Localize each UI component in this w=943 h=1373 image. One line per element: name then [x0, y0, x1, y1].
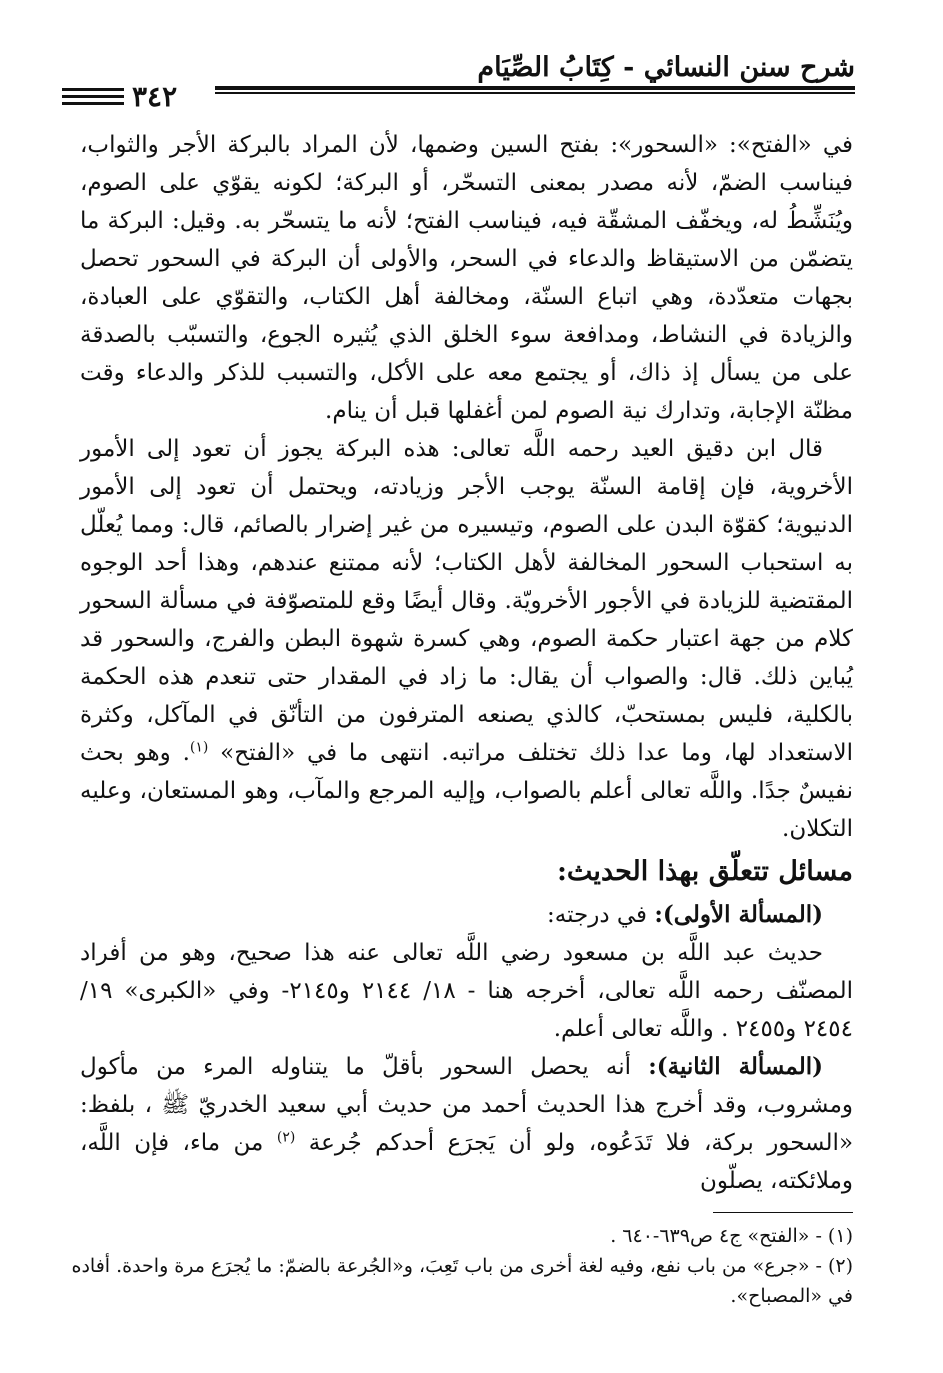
page-header: [62, 52, 855, 112]
header-rule-thin: [215, 92, 855, 94]
page-number-ornament: [62, 88, 124, 109]
paragraph-text: أنه يحصل السحور بأقلّ ما يتناوله المرء من مأكول ومشروب، وقد أخرج هذا الحديث أحمد من حديث أبي سعيد الخدريّ ﷺ ، بلفظ: «السحور بركة، فلا تَدَعُوه، ولو أن يَجرَع أحدكم جُرعة: [80, 1054, 854, 1156]
footnote: (١) - «الفتح» ج٤ ص٦٣٩-٦٤٠ .: [610, 1225, 853, 1247]
page-number: ٣٤٢: [132, 80, 178, 113]
issue-heading: [80, 896, 853, 934]
section-heading: مسائل تتعلّق بهذا الحديث:: [556, 856, 853, 887]
paragraph: في «الفتح»: «السحور»: بفتح السين وضمها، لأن المراد بالبركة الأجر والثواب، فيناسب الضمّ، لأنه مصدر بمعنى التسحّر، أو البركة؛ لكونه يقوّي على الصوم، ويُنَشِّطُ له، ويخفّف المشقّة فيه، فيناسب الفتح؛ لأنه ما يتسحّر به. وقيل: البركة ما يتضمّن من الاستيقاظ والدعاء في السحر، والأولى أن البركة في السحور تحصل بجهات متعدّدة، وهي اتباع السنّة، ومخالفة أهل الكتاب، والتقوّي على العبادة، والزيادة في النشاط، ومدافعة سوء الخلق الذي يُثيره الجوع، والتسبّب بالصدقة على من يسأل إذ ذاك، أو يجتمع معه على الأكل، والتسبب للذكر والدعاء وقت مظنّة الإجابة، وتدارك نية الصوم لمن أغفلها قبل أن ينام.: [80, 132, 853, 424]
paragraph-text: قال ابن دقيق العيد رحمه اللَّه تعالى: هذه البركة يجوز أن تعود إلى الأمور الأخروية، فإن إقامة السنّة يوجب الأجر وزيادته، ويحتمل أن تعود إلى الأمور الدنيوية؛ كقوّة البدن على الصوم، وتيسيره من غير إضرار بالصائم، قال: ومما يُعلّل به استحباب السحور المخالفة لأهل الكتاب؛ لأنه ممتنع عندهم، وهذا أحد الوجوه المقتضية للزيادة في الأجور الأخرويّة. وقال أيضًا وقع للمتصوّفة في مسألة السحور كلام من جهة اعتبار حكمة الصوم، وهي كسرة شهوة البطن والفرج، والسحور قد يُباين ذلك. قال: والصواب أن يقال: ما زاد في المقدار حتى تنعدم هذه الحكمة بالكلية، فليس بمستحبّ، كالذي يصنعه المترفون من التأنّق في المآكل، وكثرة الاستعداد لها، وما عدا ذلك تختلف مراتبه. انتهى ما في «الفتح»: [80, 436, 854, 766]
header-rule: [215, 86, 855, 90]
paragraph-text: من ماء، فإن اللَّه، وملائكته، يصلّون: [80, 1130, 853, 1194]
issue-text: في درجته:: [546, 902, 648, 928]
footnote-ref: (١): [189, 739, 209, 756]
footnote-ref: (٢): [276, 1129, 296, 1146]
paragraph-text: وهو بحث نفيسٌ جدًا. واللَّه تعالى أعلم بالصواب، وإليه المرجع والمآب، وهو المستعان، وعليه التكلان.: [80, 740, 853, 842]
issue-label: (المسألة الأولى):: [654, 901, 823, 928]
paragraph: حديث عبد اللَّه بن مسعود رضي اللَّه تعالى عنه هذا صحيح، وهو من أفراد المصنّف رحمه اللَّه تعالى، أخرجه هنا - ١٨/ ٢١٤٤ و٢١٤٥- وفي «الكبرى» ١٩/ ٢٤٥٤ و٢٤٥٥ . واللَّه تعالى أعلم.: [80, 940, 854, 1042]
footnotes: [70, 1212, 853, 1311]
main-text: [80, 126, 853, 1200]
issue-label: (المسألة الثانية):: [648, 1053, 824, 1080]
running-title: شرح سنن النسائي - كِتَابُ الصِّيَام: [477, 52, 855, 83]
footnote: (٢) - «جرع» من باب نفع، وفيه لغة أخرى من باب تَعِبَ، و«الجُرعة بالضمّ: ما يُجرَع مرة واحدة. أفاده في «المصباح».: [71, 1255, 853, 1307]
paragraph: [80, 1048, 853, 1200]
footnote-divider: [713, 1212, 853, 1213]
paragraph: قال ابن دقيق العيد رحمه اللَّه تعالى: هذه البركة يجوز أن تعود إلى الأمور الأخروية، فإن إقامة السنّة يوجب الأجر وزيادته، ويحتمل أن تعود إلى الأمور الدنيوية؛ كقوّة البدن على الصوم، وتيسيره من غير إضرار بالصائم، قال: ومما يُعلّل به استحباب السحور المخالفة لأهل الكتاب؛ لأنه ممتنع عندهم، وهذا أحد الوجوه المقتضية للزيادة في الأجور الأخرويّة. وقال أيضًا وقع للمتصوّفة في مسألة السحور كلام من جهة اعتبار حكمة الصوم، وهي كسرة شهوة البطن والفرج، والسحور قد يُباين ذلك. قال: والصواب أن يقال: ما زاد في المقدار حتى تنعدم هذه الحكمة بالكلية، فليس بمستحبّ، كالذي يصنعه المترفون من التأنّق في المآكل، وكثرة الاستعداد لها، وما عدا ذلك تختلف مراتبه. انتهى ما في «الفتح» $^{(١)}$. وهو بحث نفيسٌ جدًا. واللَّه تعالى أعلم بالصواب، وإليه المرجع والمآب، وهو المستعان، وعليه التكلان.: [80, 436, 854, 842]
